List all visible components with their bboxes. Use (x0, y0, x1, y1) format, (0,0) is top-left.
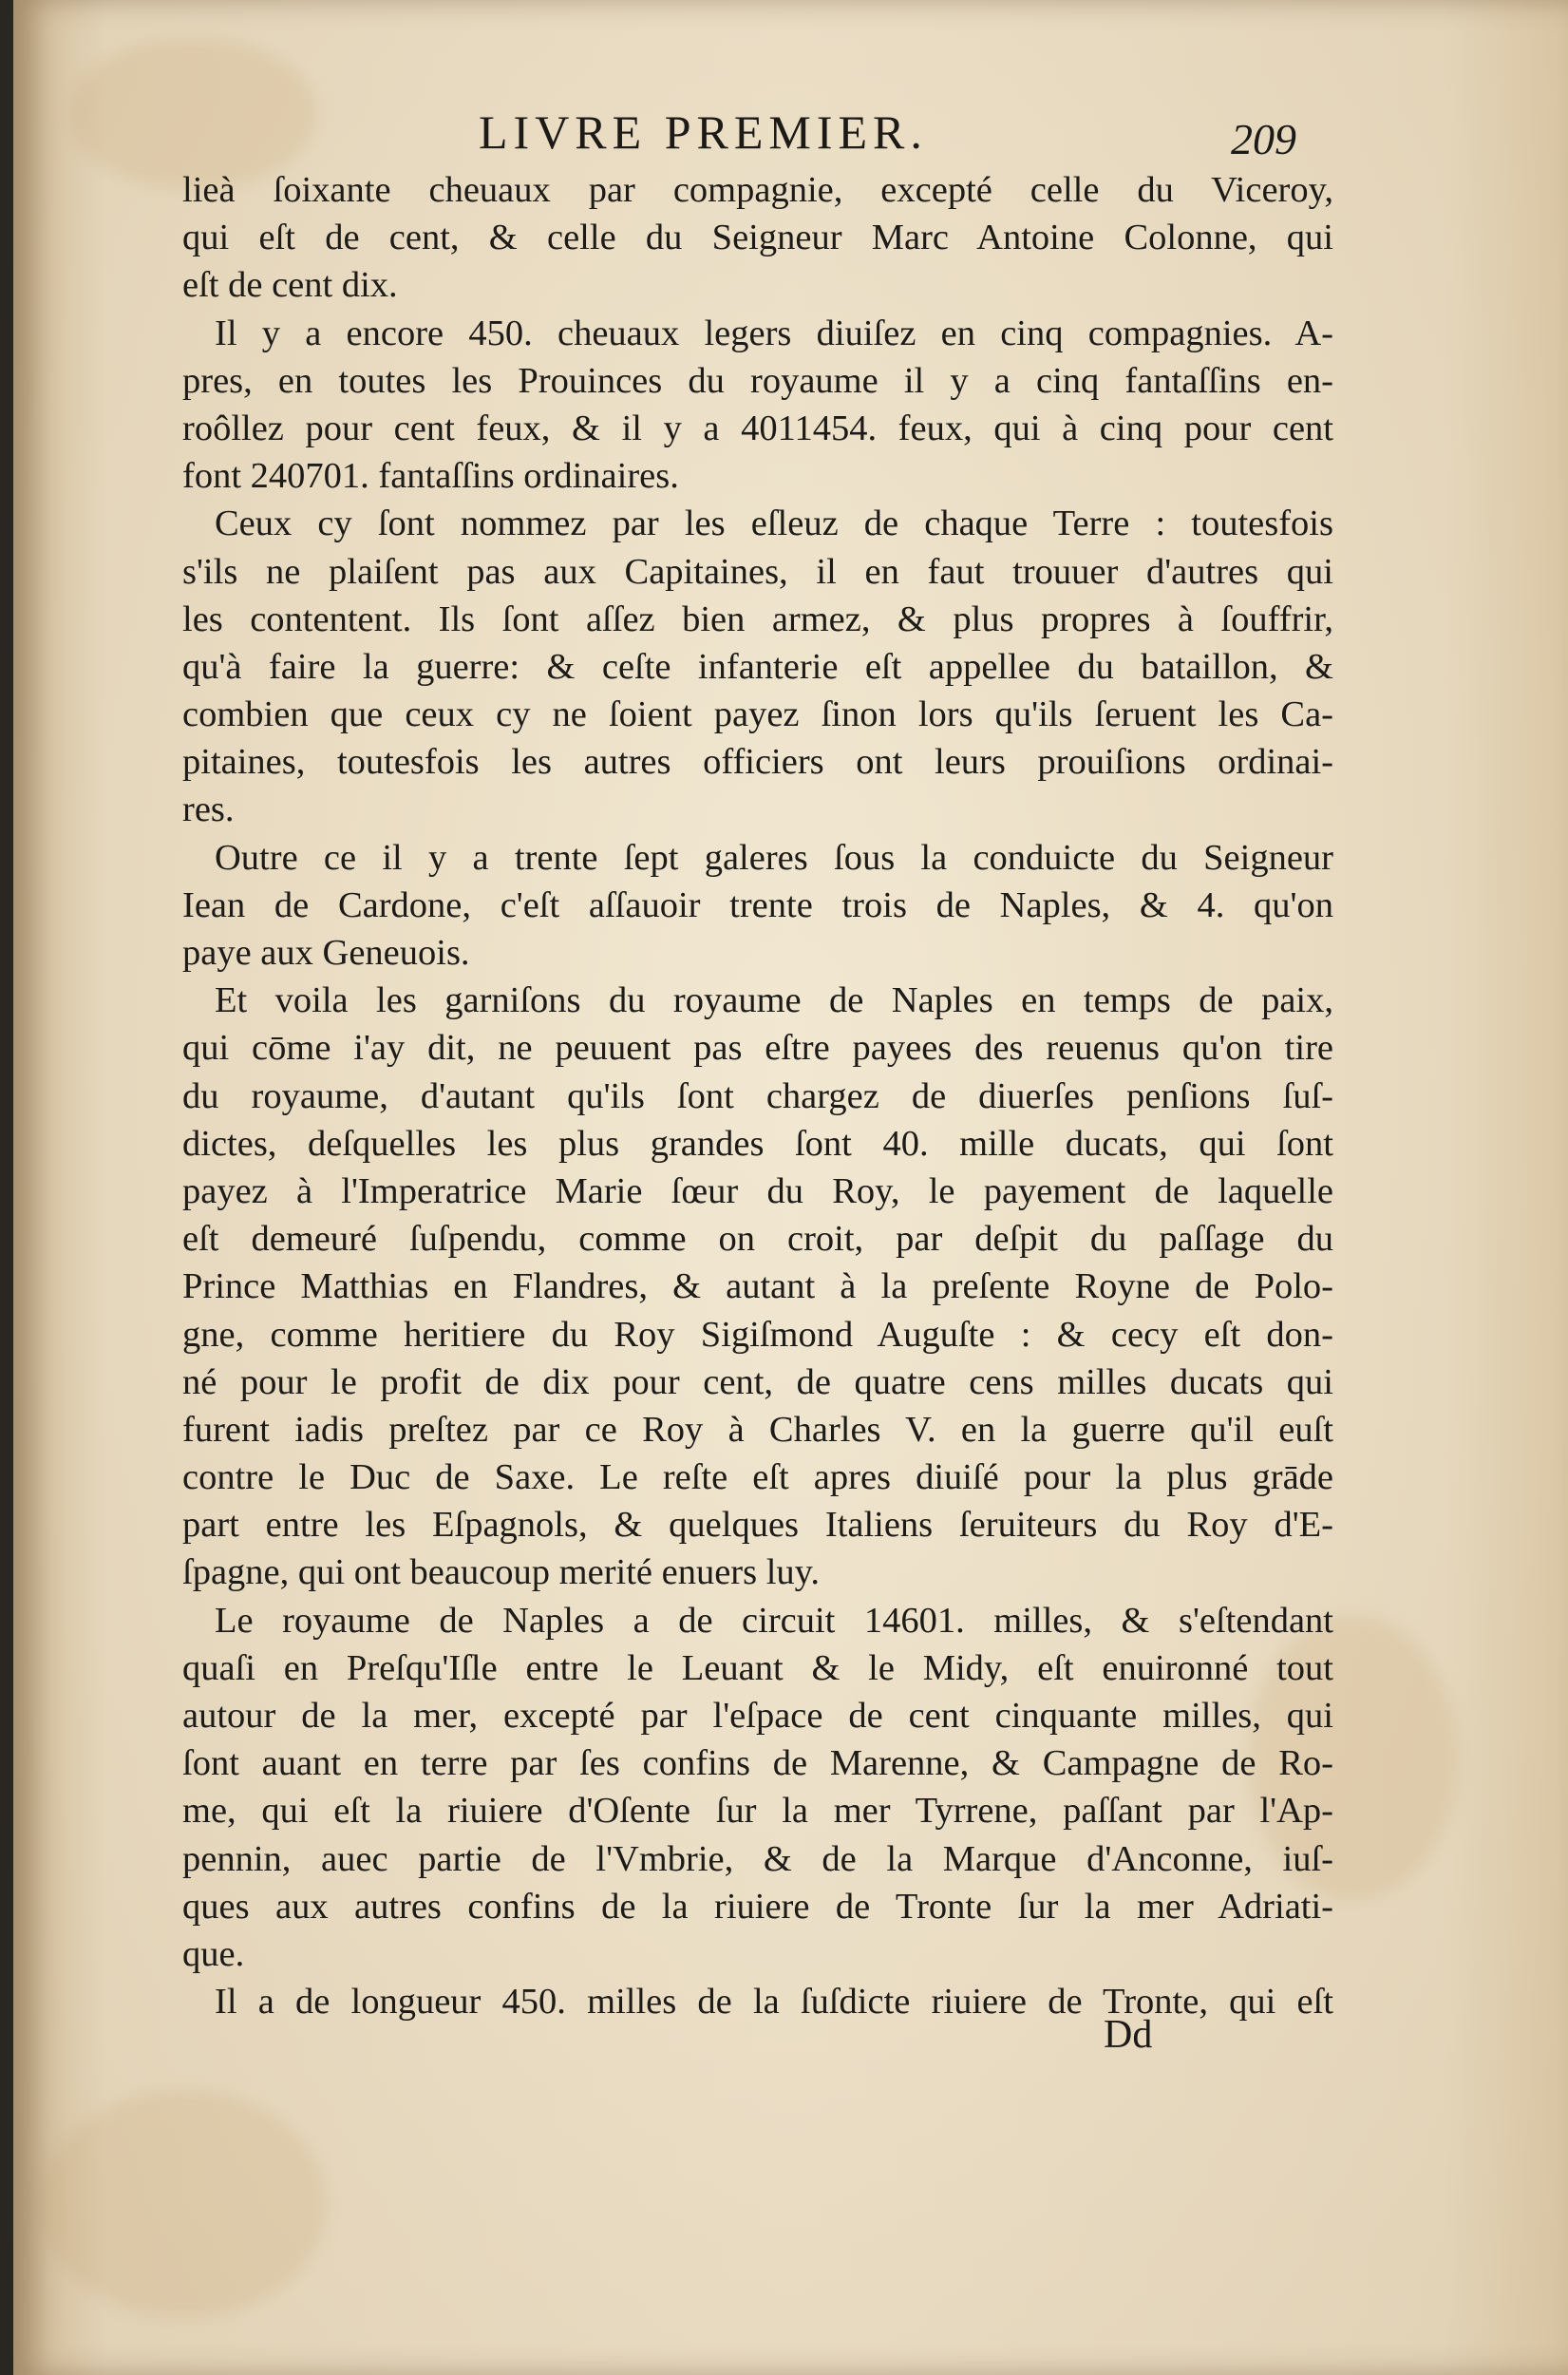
text-line: qui cōme i'ay dit, ne peuuent pas eſtre payees des reuenus qu'on tire (182, 1028, 1333, 1069)
text-line: pres, en toutes les Prouinces du royaume il y a cinq fantaſſins en- (182, 360, 1333, 401)
text-line: ques aux autres confins de la riuiere de Tronte ſur la mer Adriati- (182, 1886, 1333, 1927)
text-line: né pour le profit de dix pour cent, de quatre cens milles ducats qui (182, 1361, 1333, 1402)
text-line: roôllez pour cent feux, & il y a 4011454. feux, qui à cinq pour cent (182, 408, 1333, 448)
text-line: paye aux Geneuois. (182, 933, 470, 973)
text-line: Ceux cy ſont nommez par les eſleuz de chaque Terre : toutesfois (215, 504, 1333, 544)
text-line: furent iadis preſtez par ce Roy à Charles V. en la guerre qu'il euſt (182, 1409, 1333, 1450)
running-title: LIVRE PREMIER. (479, 105, 928, 159)
text-line: quaſi en Preſqu'Iſle entre le Leuant & le Midy, eſt enuironné tout (182, 1647, 1333, 1688)
text-line: me, qui eſt la riuiere d'Oſente ſur la mer Tyrrene, paſſant par l'Ap- (182, 1791, 1333, 1832)
text-line: les contentent. Ils ſont aſſez bien armez, & plus propres à ſouffrir, (182, 598, 1333, 639)
book-page (13, 0, 1568, 2375)
text-body (182, 166, 1333, 2025)
text-line: Il y a encore 450. cheuaux legers diuiſez en cinq compagnies. A- (215, 313, 1333, 353)
text-line: autour de la mer, excepté par l'eſpace de cent cinquante milles, qui (182, 1696, 1333, 1736)
text-line: eſt de cent dix. (182, 265, 398, 306)
text-line: gne, comme heritiere du Roy Sigiſmond Auguſte : & cecy eſt don- (182, 1314, 1333, 1355)
text-line: s'ils ne plaiſent pas aux Capitaines, il en faut trouuer d'autres qui (182, 551, 1333, 592)
text-line: ſont auant en terre par ſes confins de Marenne, & Campagne de Ro- (182, 1743, 1333, 1784)
page-number: 209 (1231, 115, 1296, 163)
text-line: dictes, deſquelles les plus grandes ſont 40. mille ducats, qui ſont (182, 1123, 1333, 1164)
text-line: Outre ce il y a trente ſept galeres ſous la conduicte du Seigneur (215, 837, 1333, 878)
text-line: Et voila les garniſons du royaume de Naples en temps de paix, (215, 980, 1333, 1021)
text-line: payez à l'Imperatrice Marie ſœur du Roy, le payement de laquelle (182, 1170, 1333, 1211)
text-line: res. (182, 789, 235, 830)
text-line: contre le Duc de Saxe. Le reſte eſt apres diuiſé pour la plus grāde (182, 1457, 1333, 1498)
text-line: Le royaume de Naples a de circuit 14601. milles, & s'eſtendant (215, 1600, 1333, 1641)
text-line: qu'à faire la guerre: & ceſte infanterie eſt appellee du bataillon, & (182, 646, 1333, 687)
text-line: Iean de Cardone, c'eſt aſſauoir trente trois de Naples, & 4. qu'on (182, 884, 1333, 925)
catchword: Dd (1104, 2013, 1153, 2057)
text-line: du royaume, d'autant qu'ils ſont chargez de diuerſes penſions ſuſ- (182, 1075, 1333, 1116)
text-line: qui eſt de cent, & celle du Seigneur Marc Antoine Colonne, qui (182, 218, 1333, 258)
text-line: pitaines, toutesfois les autres officiers ont leurs prouiſions ordinai- (182, 742, 1333, 783)
text-line: pennin, auec partie de l'Vmbrie, & de la Marque d'Anconne, iuſ- (182, 1838, 1333, 1879)
text-line: Il a de longueur 450. milles de la ſuſdicte riuiere de Tronte, qui eſt (215, 1982, 1333, 2023)
text-line: font 240701. fantaſſins ordinaires. (182, 456, 679, 497)
paper-stain (42, 2090, 327, 2318)
text-line: part entre les Eſpagnols, & quelques Italiens ſeruiteurs du Roy d'E- (182, 1505, 1333, 1546)
text-line: lieà ſoixante cheuaux par compagnie, excepté celle du Viceroy, (182, 170, 1333, 210)
text-line: eſt demeuré ſuſpendu, comme on croit, par deſpit du paſſage du (182, 1219, 1333, 1260)
text-line: Prince Matthias en Flandres, & autant à la preſente Royne de Polo- (182, 1266, 1333, 1307)
text-line: combien que ceux cy ne ſoient payez ſinon lors qu'ils ſeruent les Ca- (182, 694, 1333, 735)
page-header (13, 104, 1568, 171)
text-line: ſpagne, qui ont beaucoup merité enuers luy. (182, 1552, 821, 1593)
text-line: que. (182, 1933, 245, 1974)
